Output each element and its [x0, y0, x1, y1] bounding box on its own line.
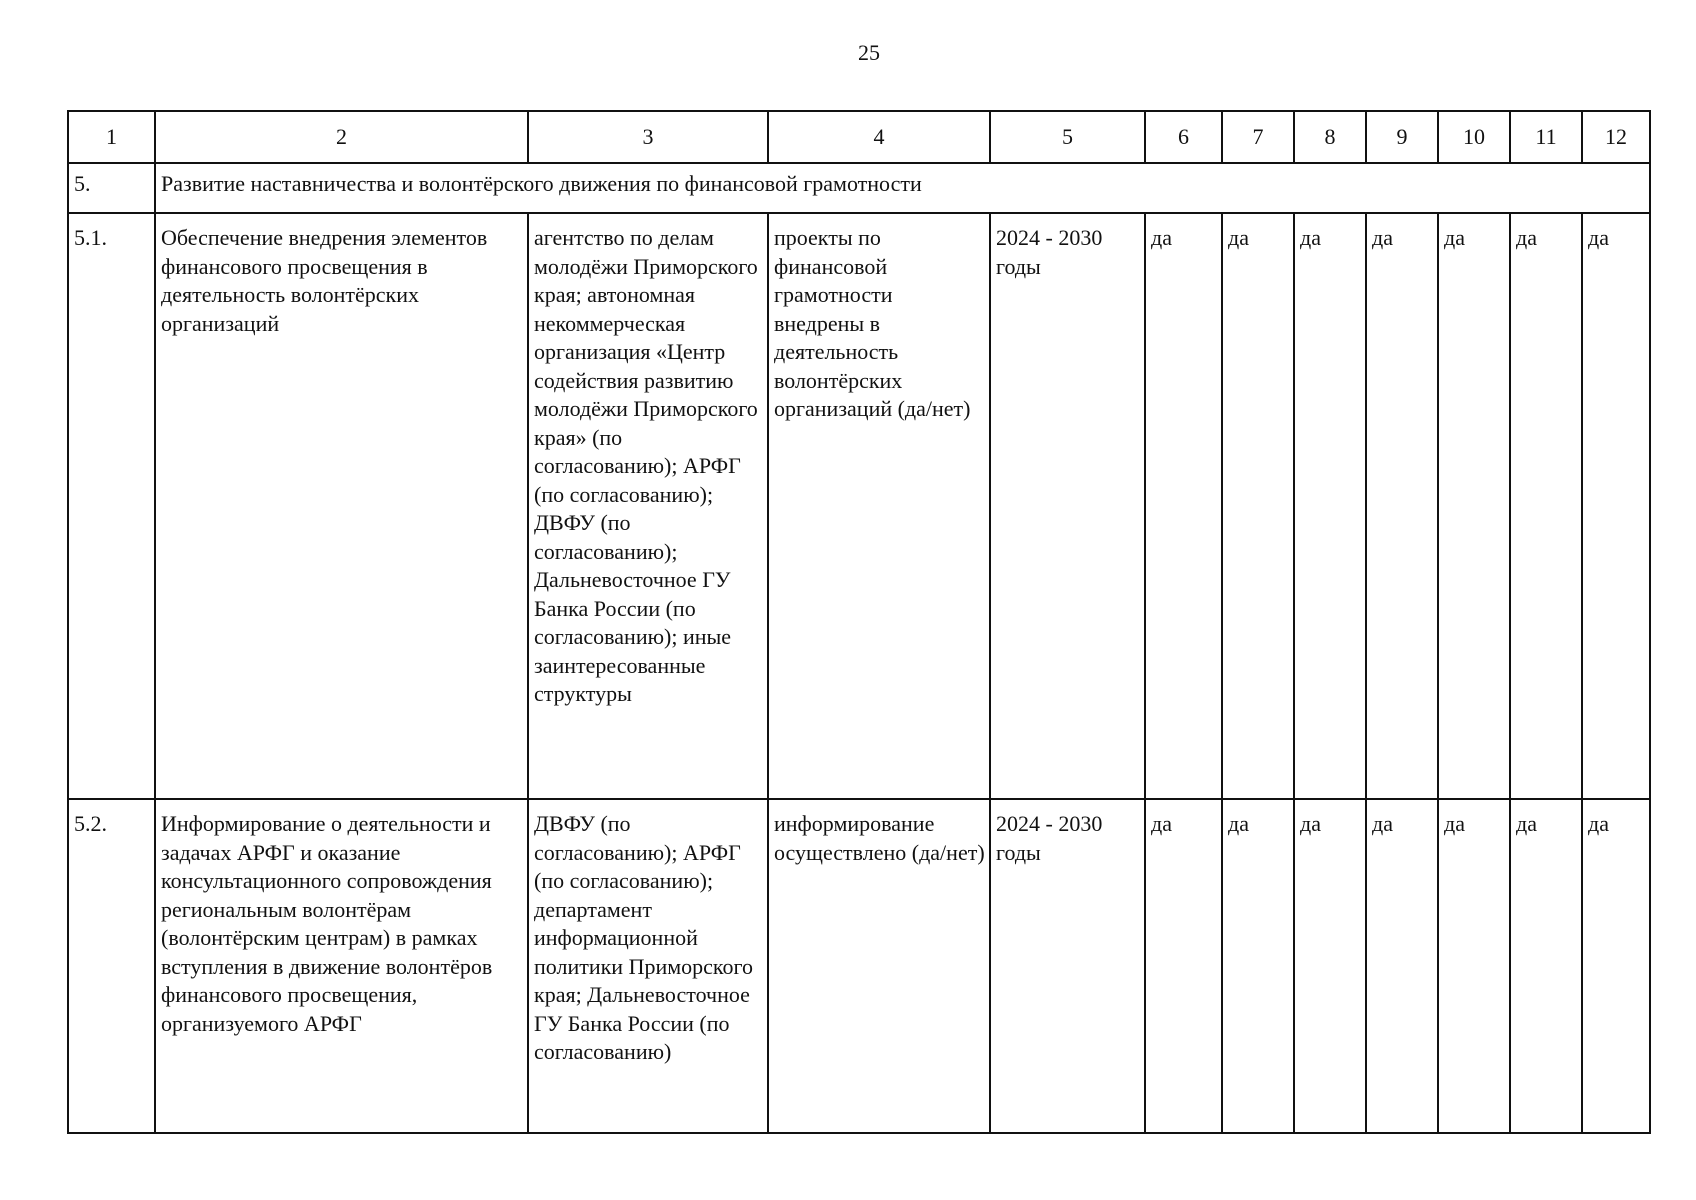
header-cell: 1 [68, 111, 155, 163]
header-cell: 10 [1438, 111, 1510, 163]
header-cell: 7 [1222, 111, 1294, 163]
page-number: 25 [858, 40, 880, 65]
section-title: Развитие наставничества и волонтёрского движения по финансовой грамотности [155, 163, 1650, 213]
header-cell: 4 [768, 111, 990, 163]
header-cell: 8 [1294, 111, 1366, 163]
value-cell: да [1222, 799, 1294, 1133]
value-cell: да [1145, 213, 1222, 799]
header-cell: 12 [1582, 111, 1650, 163]
value-cell: да [1438, 799, 1510, 1133]
value-cell: да [1222, 213, 1294, 799]
row-number: 5.1. [68, 213, 155, 799]
activity-cell: Обеспечение внедрения элементов финансового просвещения в деятельность волонтёрских организаций [155, 213, 528, 799]
activity-cell: Информирование о деятельности и задачах АРФГ и оказание консультационного сопровождения региональным волонтёрам (волонтёрским центрам) в рамках вступления в движение волонтёров финансового просвещения, организуемого АРФГ [155, 799, 528, 1133]
executors-cell: агентство по делам молодёжи Приморского края; автономная некоммерческая организация «Центр содействия развитию молодёжи Приморского края» (по согласованию); АРФГ (по согласованию); ДВФУ (по согласованию); Дальневосточное ГУ Банка России (по согласованию); иные заинтересованные структуры [528, 213, 768, 799]
value-cell: да [1366, 799, 1438, 1133]
table-row [68, 213, 1650, 799]
header-cell: 5 [990, 111, 1145, 163]
value-cell: да [1582, 213, 1650, 799]
header-cell: 3 [528, 111, 768, 163]
period-cell: 2024 - 2030 годы [990, 799, 1145, 1133]
section-number: 5. [68, 163, 155, 213]
executors-cell: ДВФУ (по согласованию); АРФГ (по согласованию); департамент информационной политики Приморского края; Дальневосточное ГУ Банка России (по согласованию) [528, 799, 768, 1133]
value-cell: да [1438, 213, 1510, 799]
table-row [68, 799, 1650, 1133]
value-cell: да [1294, 799, 1366, 1133]
indicator-cell: проекты по финансовой грамотности внедрены в деятельность волонтёрских организаций (да/нет) [768, 213, 990, 799]
value-cell: да [1582, 799, 1650, 1133]
section-row [68, 163, 1650, 213]
header-row [68, 111, 1650, 163]
header-cell: 9 [1366, 111, 1438, 163]
header-cell: 11 [1510, 111, 1582, 163]
plan-table [67, 110, 1651, 1134]
row-number: 5.2. [68, 799, 155, 1133]
value-cell: да [1366, 213, 1438, 799]
header-cell: 2 [155, 111, 528, 163]
value-cell: да [1294, 213, 1366, 799]
period-cell: 2024 - 2030 годы [990, 213, 1145, 799]
indicator-cell: информирование осуществлено (да/нет) [768, 799, 990, 1133]
header-cell: 6 [1145, 111, 1222, 163]
value-cell: да [1145, 799, 1222, 1133]
value-cell: да [1510, 213, 1582, 799]
value-cell: да [1510, 799, 1582, 1133]
